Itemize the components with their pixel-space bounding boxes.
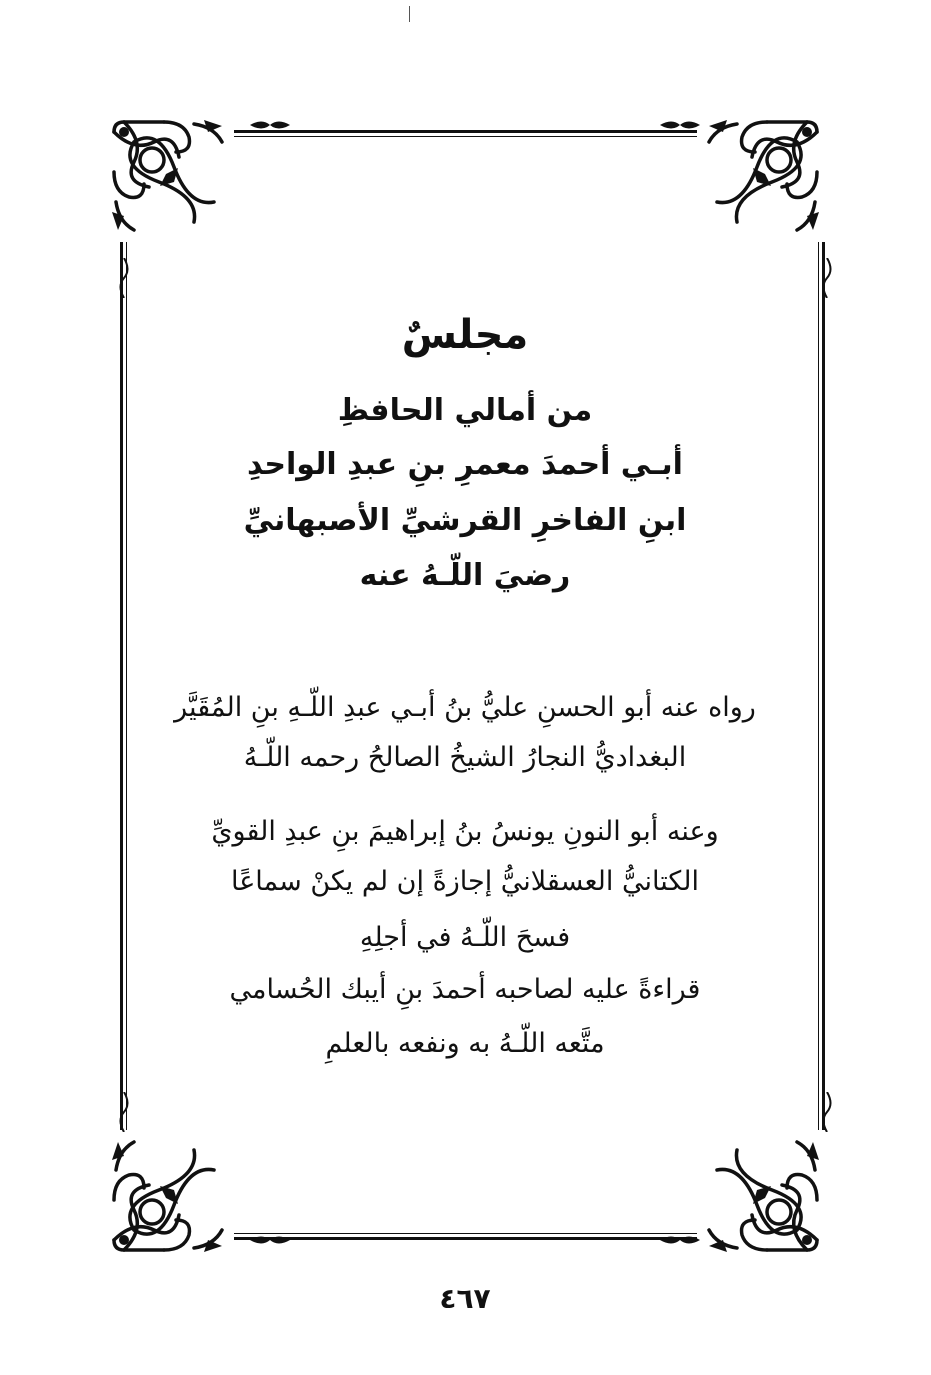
leaf-ornament-icon (820, 258, 834, 298)
body-line: قراءةً عليه لصاحبه أحمدَ بنِ أيبك الحُسامي (229, 974, 701, 1005)
leaf-ornament-icon (660, 1233, 700, 1247)
page-border-inner-frame (126, 136, 819, 1234)
leaf-ornament-icon (250, 118, 290, 132)
heading-line: رضيَ اللّـهُ عنه (359, 558, 571, 593)
body-line: فسحَ اللّـهُ في أجلِهِ (359, 922, 571, 953)
heading-line: أبـي أحمدَ معمرِ بنِ عبدِ الواحدِ (247, 447, 683, 482)
body-line: رواه عنه أبو الحسنِ عليُّ بنُ أبـي عبدِ اللّـهِ بنِ المُقَيَّر (174, 692, 756, 723)
leaf-ornament-icon (660, 118, 700, 132)
body-line: وعنه أبو النونِ يونسُ بنُ إبراهيمَ بنِ عبدِ القويِّ (211, 816, 719, 847)
corner-ornament-icon (697, 1130, 827, 1260)
body-line: البغداديُّ النجارُ الشيخُ الصالحُ رحمه اللّـهُ (243, 742, 687, 773)
heading-line: ابنِ الفاخرِ القرشيِّ الأصبهانيِّ (243, 503, 687, 538)
corner-ornament-icon (697, 112, 827, 242)
leaf-ornament-icon (117, 1092, 131, 1132)
body-line: الكتانيُّ العسقلانيُّ إجازةً إن لم يكنْ سماعًا (230, 866, 700, 897)
leaf-ornament-icon (117, 258, 131, 298)
leaf-ornament-icon (820, 1092, 834, 1132)
page-number: ٤٦٧ (439, 1282, 491, 1315)
leaf-ornament-icon (250, 1233, 290, 1247)
page-title: مجلسٌ (401, 312, 529, 358)
corner-ornament-icon (104, 1130, 234, 1260)
heading-line: من أمالي الحافظِ (337, 393, 593, 428)
body-line: متَّعه اللّـهُ به ونفعه بالعلمِ (325, 1028, 605, 1059)
top-margin-tick (409, 6, 410, 22)
corner-ornament-icon (104, 112, 234, 242)
